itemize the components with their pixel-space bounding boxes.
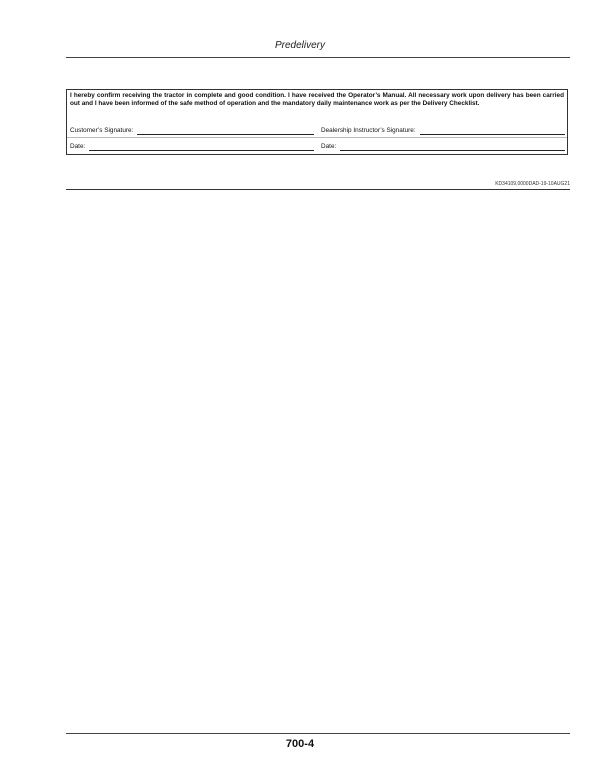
dealership-date-line[interactable] (340, 143, 565, 151)
dealership-signature-field[interactable] (321, 127, 565, 135)
dealership-date-label: Date: (321, 143, 337, 150)
section-end-divider (66, 189, 570, 190)
page-number: 700-4 (285, 738, 315, 750)
dealership-signature-line[interactable] (420, 127, 565, 135)
customer-signature-field[interactable] (70, 127, 314, 135)
confirmation-statement: I hereby confirm receiving the tractor in complete and good condition. I have received the Operator’s Manual. All necessary work upon delivery has been carried out and I have been informed of the safe method of operation and the mandatory daily maintenance work as per the Delivery Checklist. (70, 92, 564, 108)
row-divider (67, 137, 567, 138)
page-header-title: Predelivery (274, 40, 326, 51)
customer-date-label: Date: (70, 143, 86, 150)
dealership-signature-label: Dealership Instructor’s Signature: (321, 127, 416, 134)
footer-divider (66, 733, 570, 734)
customer-date-line[interactable] (89, 143, 314, 151)
dealership-date-field[interactable] (321, 143, 565, 151)
header-divider (66, 57, 570, 58)
customer-signature-line[interactable] (137, 127, 314, 135)
customer-signature-label: Customer’s Signature: (70, 127, 134, 134)
customer-date-field[interactable] (70, 143, 314, 151)
delivery-confirmation-box (66, 89, 568, 155)
document-reference-code: KD34109,0000DAD-19-10AUG21 (495, 181, 570, 187)
